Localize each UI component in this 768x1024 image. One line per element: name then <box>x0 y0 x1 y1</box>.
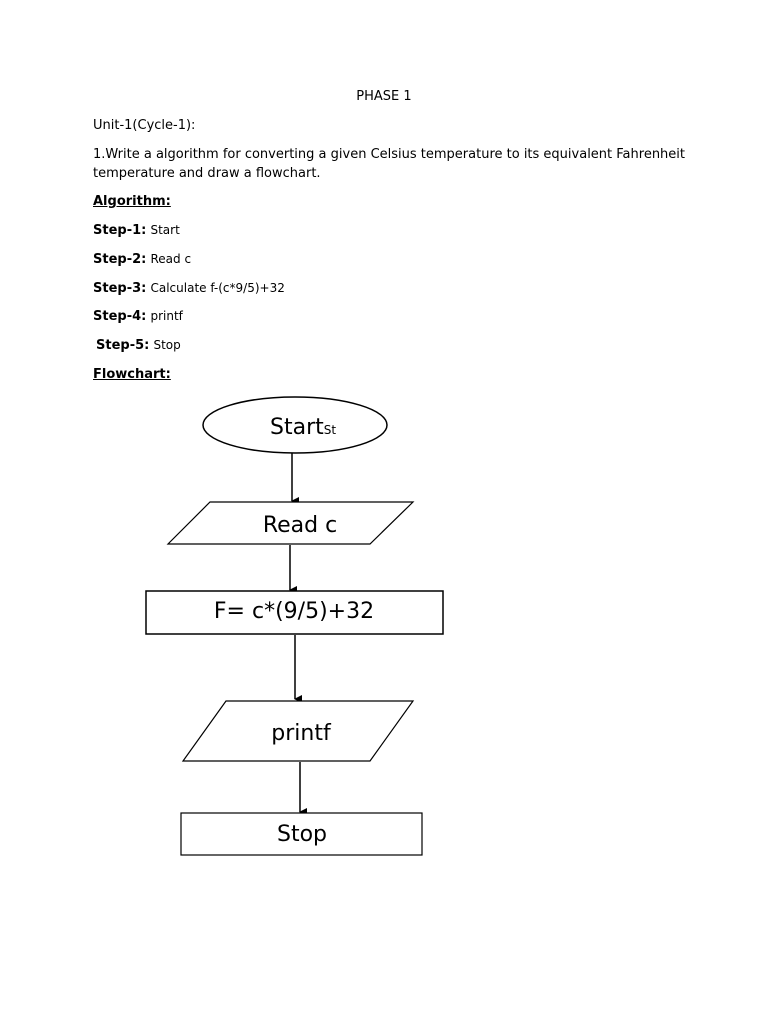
step-text: Read c <box>150 252 192 266</box>
step-label: Step-1: <box>93 223 147 238</box>
step-label: Step-5: <box>96 338 150 353</box>
process-label: F= c*(9/5)+32 <box>213 599 375 624</box>
step-text: Start <box>150 223 180 237</box>
step-label: Step-2: <box>93 252 147 267</box>
flowchart-heading: Flowchart: <box>93 367 171 382</box>
algorithm-heading: Algorithm: <box>93 194 171 209</box>
step-text: Stop <box>153 338 181 352</box>
unit-title: Unit-1(Cycle-1): <box>93 118 196 133</box>
step-label: Step-4: <box>93 309 147 324</box>
input-label: Read c <box>262 513 338 538</box>
page-heading: PHASE 1 <box>356 89 412 104</box>
question-line-2: temperature and draw a flowchart. <box>93 166 321 181</box>
stop-label: Stop <box>276 822 328 847</box>
start-label: StartSt <box>270 415 337 440</box>
step-text: Calculate f-(c*9/5)+32 <box>150 281 285 295</box>
output-label: printf <box>271 721 331 746</box>
step-label: Step-3: <box>93 281 147 296</box>
question-line-1: 1.Write a algorithm for converting a given Celsius temperature to its equivalent Fahrenheit <box>93 147 686 162</box>
step-text: printf <box>150 309 183 323</box>
